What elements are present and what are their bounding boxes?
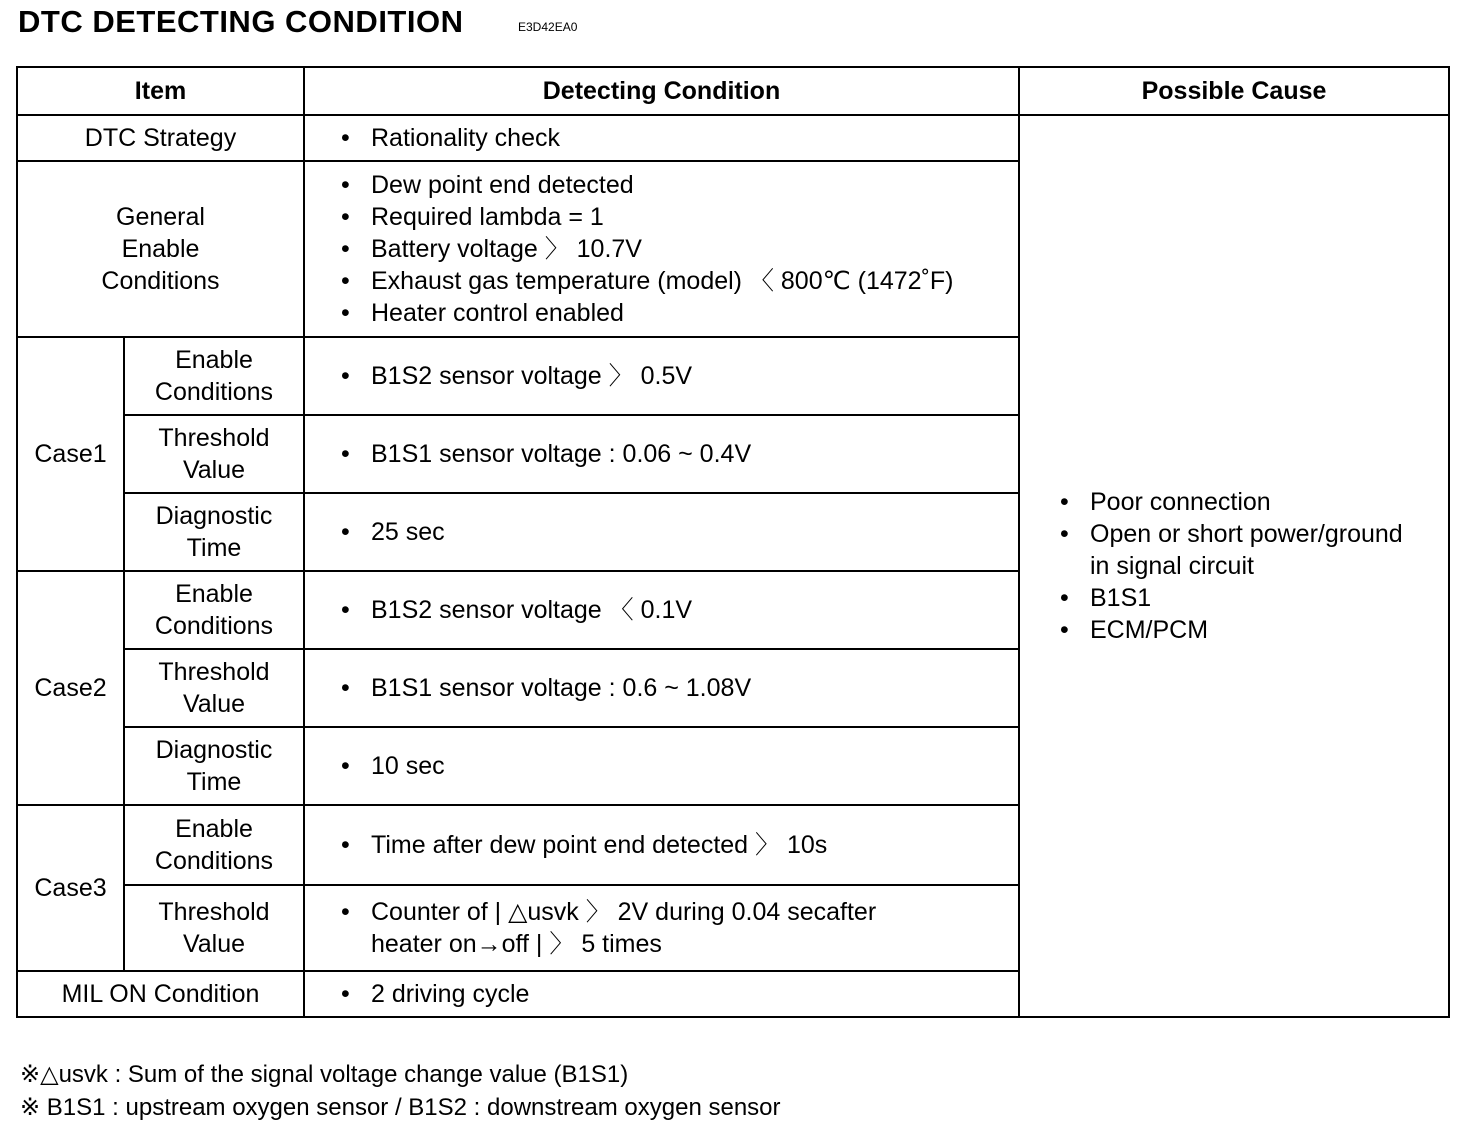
label-case2-diagnostic: Diagnostic Time (124, 727, 304, 805)
label-case1-enable: Enable Conditions (124, 337, 304, 415)
list-item: • Exhaust gas temperature (model) 〈 800℃ (1472˚F) (341, 265, 1018, 297)
header-item: Item (17, 67, 304, 115)
possible-cause-cell (1019, 115, 1449, 1017)
label-case3: Case3 (17, 805, 124, 971)
cond-case1-diagnostic (304, 493, 1019, 571)
header-condition: Detecting Condition (304, 67, 1019, 115)
list-item: • 10 sec (341, 750, 1018, 782)
cause-item: • B1S1 (1060, 582, 1448, 614)
cond-case3-threshold (304, 885, 1019, 971)
cond-mil (304, 971, 1019, 1017)
header-cause: Possible Cause (1019, 67, 1449, 115)
cond-strategy (304, 115, 1019, 161)
list-item: • Time after dew point end detected 〉 10s (341, 829, 1018, 861)
list-item: • B1S1 sensor voltage : 0.6 ~ 1.08V (341, 672, 1018, 704)
label-case1-diagnostic: Diagnostic Time (124, 493, 304, 571)
list-item: • Heater control enabled (341, 297, 1018, 329)
label-case2: Case2 (17, 571, 124, 805)
cond-general (304, 161, 1019, 337)
list-item: • Required lambda = 1 (341, 201, 1018, 233)
row-strategy (17, 115, 1449, 161)
footnote: ※△usvk : Sum of the signal voltage change value (B1S1) (20, 1061, 629, 1088)
cause-item: • Poor connection (1060, 486, 1448, 518)
cond-case1-enable (304, 337, 1019, 415)
cond-case2-threshold (304, 649, 1019, 727)
label-case3-threshold: Threshold Value (124, 885, 304, 971)
label-case1-threshold: Threshold Value (124, 415, 304, 493)
label-case2-enable: Enable Conditions (124, 571, 304, 649)
label-case3-enable: Enable Conditions (124, 805, 304, 885)
page-title: DTC DETECTING CONDITION (18, 4, 464, 39)
list-item: • Dew point end detected (341, 169, 1018, 201)
cond-case2-enable (304, 571, 1019, 649)
list-item: • B1S1 sensor voltage : 0.06 ~ 0.4V (341, 438, 1018, 470)
list-item: • Battery voltage 〉 10.7V (341, 233, 1018, 265)
cause-list (1020, 486, 1448, 646)
cause-item: • ECM/PCM (1060, 614, 1448, 646)
table-header-row (17, 67, 1449, 115)
cond-case3-enable (304, 805, 1019, 885)
cond-case2-diagnostic (304, 727, 1019, 805)
list-item: • B1S2 sensor voltage 〉 0.5V (341, 360, 1018, 392)
list-item: • 25 sec (341, 516, 1018, 548)
label-case1: Case1 (17, 337, 124, 571)
label-case2-threshold: Threshold Value (124, 649, 304, 727)
document-code: E3D42EA0 (518, 20, 578, 34)
list-item: • Rationality check (341, 122, 1018, 154)
footnote: ※ B1S1 : upstream oxygen sensor / B1S2 : downstream oxygen sensor (20, 1094, 781, 1121)
label-general: General Enable Conditions (17, 161, 304, 337)
label-strategy: DTC Strategy (17, 115, 304, 161)
list-item: • 2 driving cycle (341, 978, 1018, 1010)
list-item: • B1S2 sensor voltage 〈 0.1V (341, 594, 1018, 626)
dtc-table (16, 66, 1450, 1018)
cond-case1-threshold (304, 415, 1019, 493)
label-mil: MIL ON Condition (17, 971, 304, 1017)
footnotes (20, 1058, 781, 1124)
list-item: • Counter of | △usvk 〉 2V during 0.04 secafter heater on→off | 〉 5 times (341, 896, 1018, 960)
cause-item: • Open or short power/ground in signal circuit (1060, 518, 1448, 582)
